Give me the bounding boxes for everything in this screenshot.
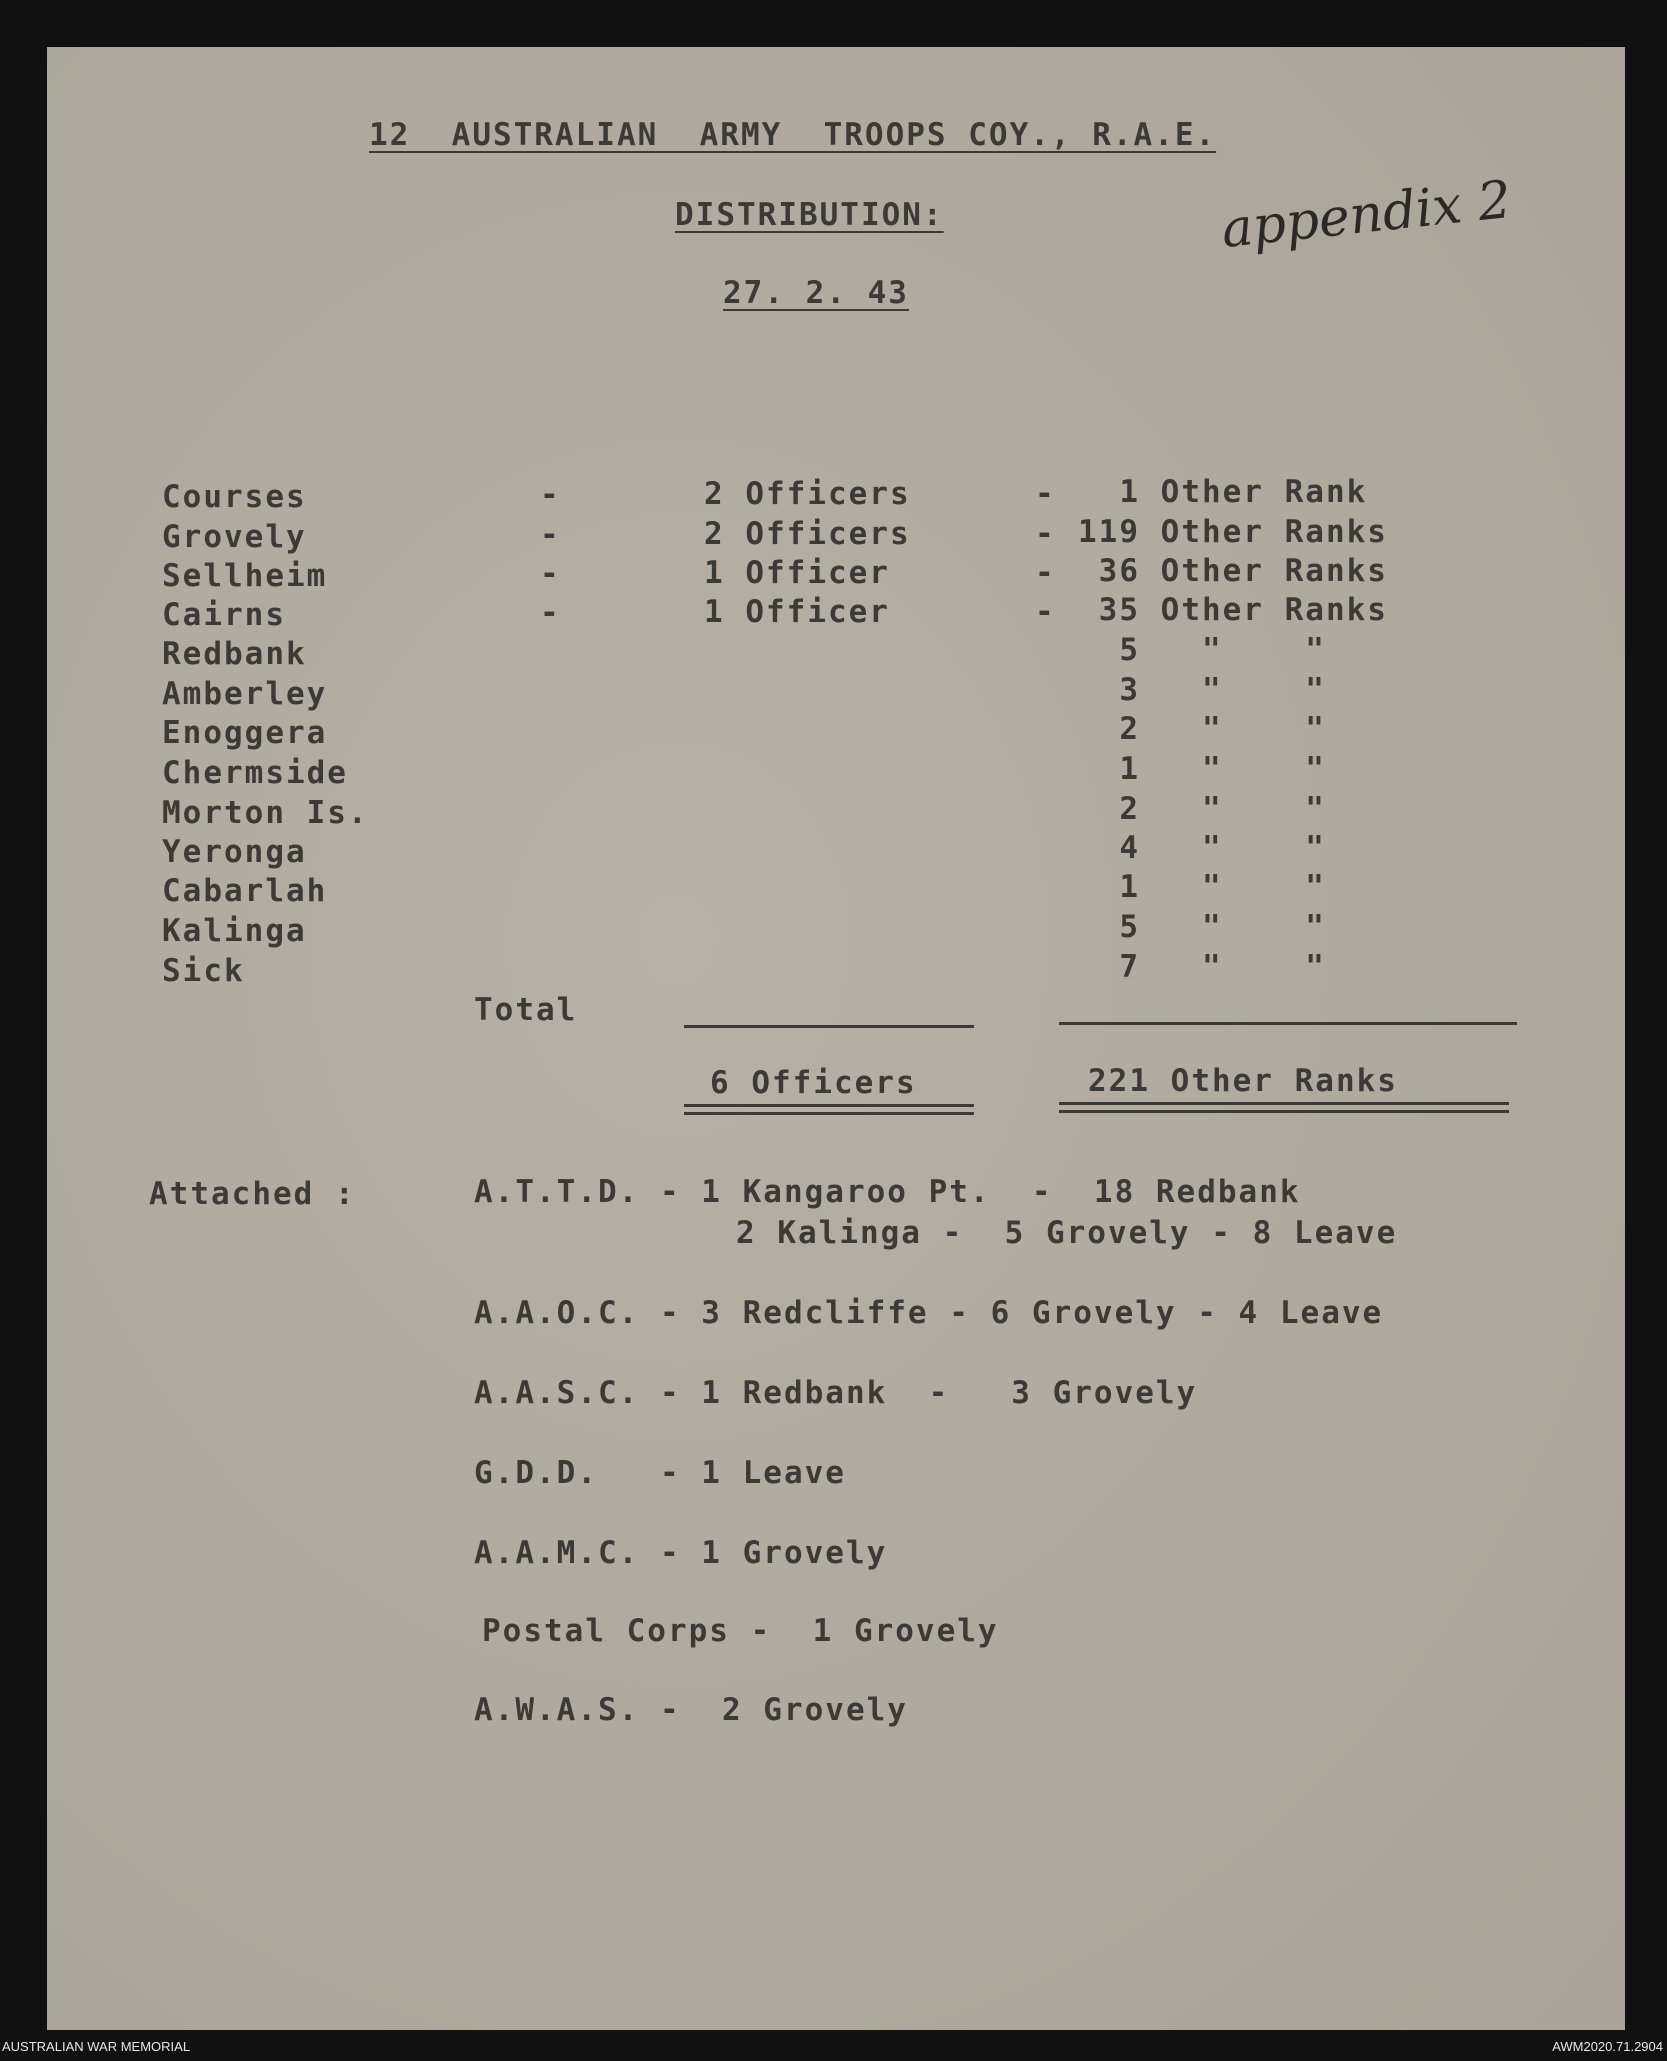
document-page — [47, 47, 1625, 2030]
attached-line: 2 Kalinga - 5 Grovely - 8 Leave — [736, 1215, 1398, 1251]
unit-heading: 12 AUSTRALIAN ARMY TROOPS COY., R.A.E. — [369, 117, 1217, 153]
dash: - — [540, 556, 561, 592]
other-ranks-count: 35 Other Ranks — [1078, 592, 1388, 628]
attached-line: G.D.D. - 1 Leave — [474, 1455, 846, 1491]
attached-line: A.T.T.D. - 1 Kangaroo Pt. - 18 Redbank — [474, 1174, 1301, 1210]
place-name: Chermside — [162, 755, 348, 791]
other-ranks-count: 1 " " — [1078, 869, 1326, 905]
officers-count: 1 Officer — [704, 555, 890, 591]
separator: - — [1035, 476, 1056, 512]
other-ranks-count: 3 " " — [1078, 672, 1326, 708]
double-rule-officers-1 — [684, 1104, 974, 1107]
attached-line: Postal Corps - 1 Grovely — [482, 1613, 999, 1649]
total-officers: 6 Officers — [710, 1065, 917, 1101]
attached-line: A.A.O.C. - 3 Redcliffe - 6 Grovely - 4 Leave — [474, 1295, 1384, 1331]
dash: - — [540, 517, 561, 553]
place-name: Cabarlah — [162, 873, 328, 909]
other-ranks-count: 1 Other Rank — [1078, 474, 1368, 510]
other-ranks-count: 4 " " — [1078, 830, 1326, 866]
double-rule-other-ranks-2 — [1059, 1110, 1509, 1113]
separator: - — [1035, 516, 1056, 552]
other-ranks-count: 1 " " — [1078, 751, 1326, 787]
place-name: Morton Is. — [162, 795, 369, 831]
total-rule-other-ranks — [1059, 1022, 1517, 1025]
distribution-title: DISTRIBUTION: — [675, 197, 944, 233]
dash: - — [540, 477, 561, 513]
place-name: Amberley — [162, 676, 328, 712]
place-name: Yeronga — [162, 834, 307, 870]
place-name: Grovely — [162, 519, 307, 555]
other-ranks-count: 7 " " — [1078, 949, 1326, 985]
footer-accession-number: AWM2020.71.2904 — [1552, 2039, 1663, 2054]
double-rule-other-ranks-1 — [1059, 1102, 1509, 1105]
other-ranks-count: 36 Other Ranks — [1078, 553, 1388, 589]
total-label: Total — [474, 992, 578, 1028]
place-name: Sick — [162, 953, 245, 989]
attached-line: A.A.M.C. - 1 Grovely — [474, 1535, 888, 1571]
attached-label: Attached : — [149, 1176, 356, 1212]
handwritten-annotation: appendix 2 — [1218, 169, 1515, 261]
place-name: Enoggera — [162, 715, 328, 751]
other-ranks-count: 2 " " — [1078, 711, 1326, 747]
footer-credit: AUSTRALIAN WAR MEMORIAL — [2, 2039, 191, 2054]
other-ranks-count: 5 " " — [1078, 909, 1326, 945]
officers-count: 2 Officers — [704, 476, 911, 512]
total-rule-officers — [684, 1025, 974, 1028]
attached-line: A.A.S.C. - 1 Redbank - 3 Grovely — [474, 1375, 1198, 1411]
place-name: Cairns — [162, 597, 286, 633]
place-name: Redbank — [162, 636, 307, 672]
officers-count: 2 Officers — [704, 516, 911, 552]
other-ranks-count: 5 " " — [1078, 632, 1326, 668]
place-name: Courses — [162, 479, 307, 515]
other-ranks-count: 2 " " — [1078, 791, 1326, 827]
place-name: Kalinga — [162, 913, 307, 949]
attached-line: A.W.A.S. - 2 Grovely — [474, 1692, 908, 1728]
separator: - — [1035, 594, 1056, 630]
total-other-ranks: 221 Other Ranks — [1088, 1063, 1398, 1099]
place-name: Sellheim — [162, 558, 328, 594]
dash: - — [540, 595, 561, 631]
officers-count: 1 Officer — [704, 594, 890, 630]
other-ranks-count: 119 Other Ranks — [1078, 514, 1388, 550]
double-rule-officers-2 — [684, 1112, 974, 1115]
separator: - — [1035, 555, 1056, 591]
document-date: 27. 2. 43 — [723, 275, 909, 311]
